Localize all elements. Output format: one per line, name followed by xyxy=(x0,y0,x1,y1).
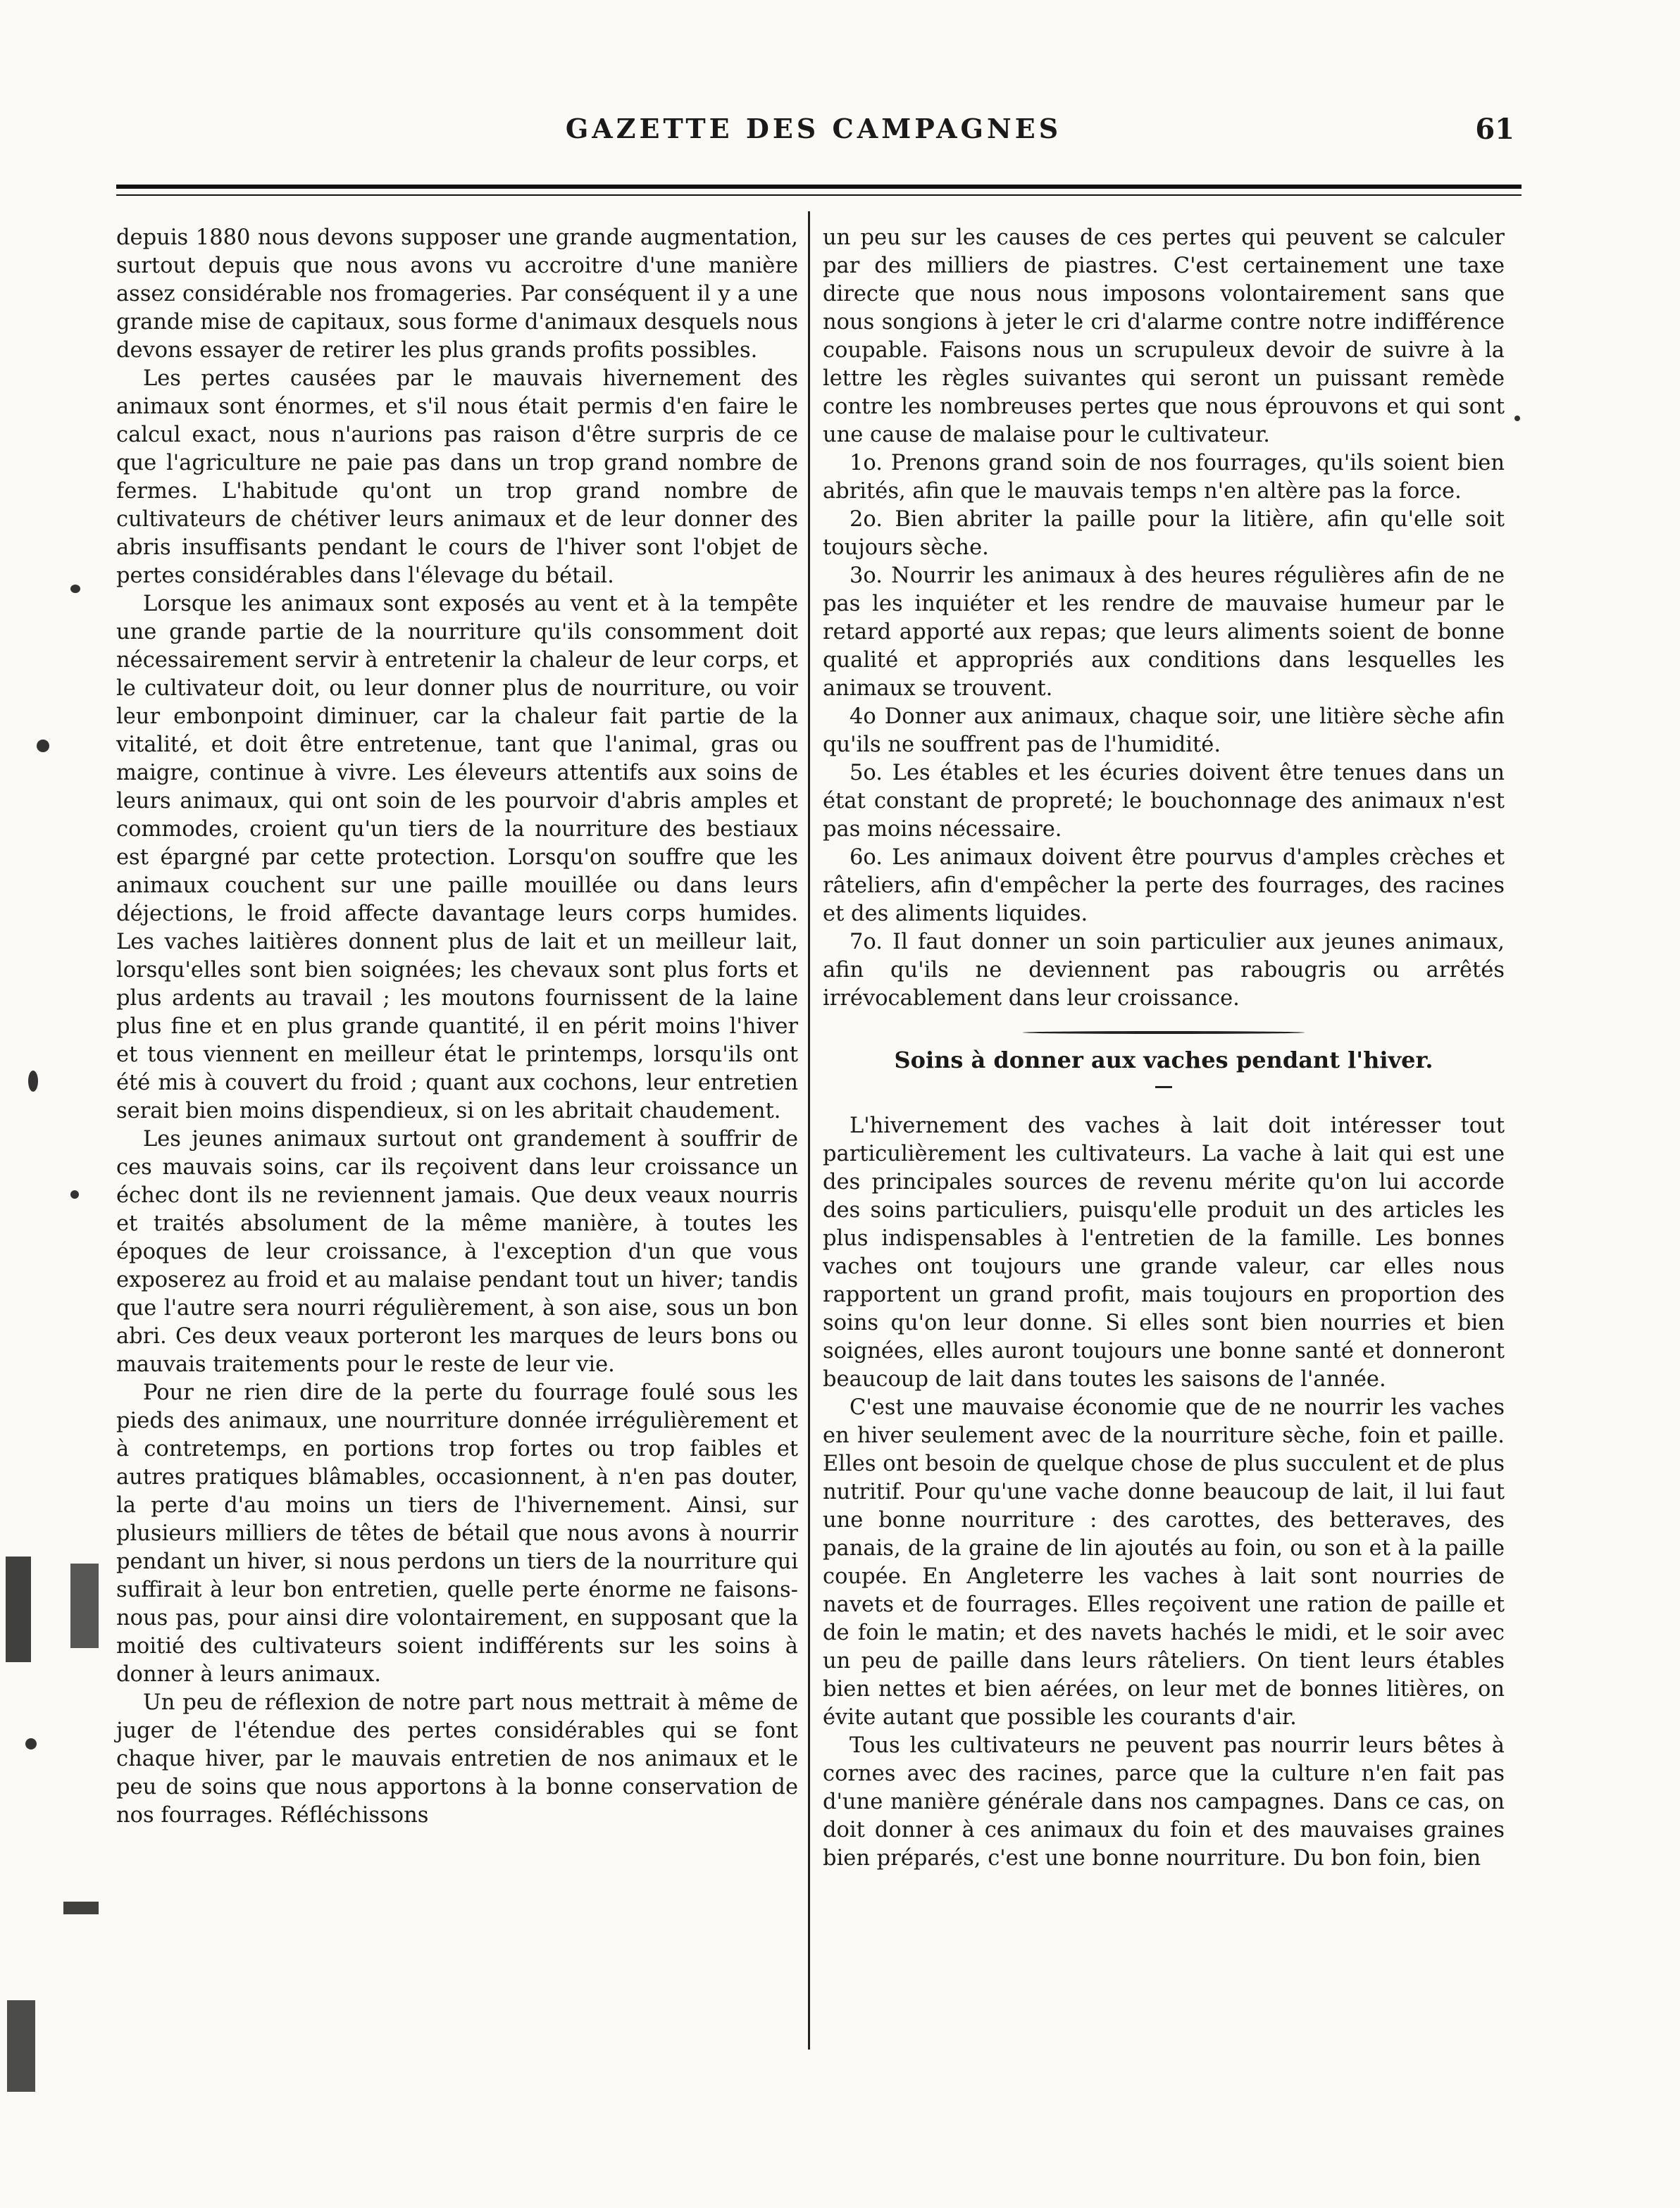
article-paragraph: Lorsque les animaux sont exposés au vent et à la tempête une grande partie de la nourriture qu'ils consomment doit nécessairement servir à entretenir la chaleur de leur corps, et le cultivateur doit, ou leur donner plus de nourriture, ou voir leur embonpoint diminuer, car la chaleur fait partie de la vitalité, et doit être entretenue, tant que l'animal, gras ou maigre, continue à vivre. Les éleveurs attentifs aux soins de leurs animaux, qui ont soin de les pourvoir d'abris amples et commodes, croient qu'un tiers de la nourriture des bestiaux est épargné par cette protection. Lorsqu'on souffre que les animaux couchent sur une paille mouillée ou dans leurs déjections, le froid affecte davantage leurs corps humides. Les vaches laitières donnent plus de lait et un meilleur lait, lorsqu'elles sont bien soignées; les chevaux sont plus forts et plus ardents au travail ; les moutons fournissent de la laine plus fine et en plus grande quantité, il en périt moins l'hiver et tous viennent en meilleur état le printemps, lorsqu'ils ont été mis à couvert du froid ; quant aux cochons, leur entretien serait bien moins dispendieux, si on les abritait chaudement. xyxy=(116,592,798,1123)
left-column xyxy=(116,224,798,1830)
scan-artifact xyxy=(70,1564,99,1648)
article-paragraph: L'hivernement des vaches à lait doit intéresser tout particulièrement les cultivateurs. La vache à lait qui est une des principales sources de revenu mérite qu'on lui accorde des soins particuliers, puisqu'elle produit un des articles les plus indispensables à l'entretien de la famille. Les bonnes vaches ont toujours une grande valeur, car elles nous rapportent un grand profit, mais toujours en proportion des soins qu'on leur donne. Si elles sont bien nourries et bien soignées, elles auront toujours une bonne santé et donneront beaucoup de lait dans toutes les saisons de l'année. xyxy=(823,1114,1505,1392)
rule-item: 2o. Bien abriter la paille pour la litière, afin qu'elle soit toujours sèche. xyxy=(823,507,1505,560)
scan-speck xyxy=(70,585,80,593)
section-separator xyxy=(1023,1031,1305,1034)
article-paragraph: Tous les cultivateurs ne peuvent pas nourrir leurs bêtes à cornes avec des racines, parce que la culture n'en fait pas d'une manière générale dans nos campagnes. Dans ce cas, on doit donner à ces animaux du foin et des mauvaises graines bien préparés, c'est une bonne nourriture. Du bon foin, bien xyxy=(823,1733,1505,1871)
article-paragraph: Un peu de réflexion de notre part nous mettrait à même de juger de l'étendue des pertes considérables qui se font chaque hiver, par le mauvais entretien de nos animaux et le peu de soins que nous apportons à la bonne conservation de nos fourrages. Réfléchissons xyxy=(116,1690,798,1828)
heading-dash xyxy=(1155,1086,1172,1088)
scan-speck xyxy=(70,1190,79,1199)
rule-item: 5o. Les étables et les écuries doivent être tenues dans un état constant de propreté; le bouchonnage des animaux n'est pas moins nécessaire. xyxy=(823,761,1505,842)
right-column xyxy=(823,224,1505,1873)
article-paragraph: C'est une mauvaise économie que de ne nourrir les vaches en hiver seulement avec de la nourriture sèche, foin et paille. Elles ont besoin de quelque chose de plus succulent et de plus nutritif. Pour qu'une vache donne beaucoup de lait, il lui faut une bonne nourriture : des carottes, des betteraves, des panais, de la graine de lin ajoutés au foin, ou son et à la paille coupée. En Angleterre les vaches à lait sont nourries de navets et de fourrages. Elles reçoivent une ration de paille et de foin le matin; et des navets hachés le midi, et le soir avec un peu de paille dans leurs râteliers. On tient leurs étables bien nettes et bien aérées, on leur met de bonnes litières, on évite autant que possible les courants d'air. xyxy=(823,1395,1505,1730)
rule-item: 7o. Il faut donner un soin particulier aux jeunes animaux, afin qu'ils ne deviennent pas rabougris ou arrêtés irrévocablement dans leur croissance. xyxy=(823,930,1505,1011)
scan-speck xyxy=(37,740,49,752)
header-rule-thin xyxy=(116,194,1522,196)
column-divider xyxy=(808,211,810,2050)
rule-item: 3o. Nourrir les animaux à des heures régulières afin de ne pas les inquiéter et les rendre de mauvaise humeur par le retard apporté aux repas; que leurs aliments soient de bonne qualité et appropriés aux conditions dans lesquelles les animaux se trouvent. xyxy=(823,563,1505,701)
scan-artifact xyxy=(7,2000,35,2092)
header-rule-thick xyxy=(116,185,1522,189)
rule-item: 4o Donner aux animaux, chaque soir, une litière sèche afin qu'ils ne souffrent pas de l'humidité. xyxy=(823,704,1505,757)
scan-artifact xyxy=(63,1902,99,1914)
scan-speck xyxy=(28,1071,38,1092)
page-number: 61 xyxy=(1475,113,1514,146)
section-heading-text: Soins à donner aux vaches pendant l'hiver. xyxy=(894,1047,1433,1073)
article-paragraph: Les pertes causées par le mauvais hivernement des animaux sont énormes, et s'il nous était permis d'en faire le calcul exact, nous n'aurions pas raison d'être surpris de ce que l'agriculture ne paie pas dans un trop grand nombre de fermes. L'habitude qu'ont un trop grand nombre de cultivateurs de chétiver leurs animaux et de leur donner des abris insuffisants pendant le cours de l'hiver sont l'objet de pertes considérables dans l'élevage du bétail. xyxy=(116,366,798,588)
rule-item: 6o. Les animaux doivent être pourvus d'amples crèches et râteliers, afin d'empêcher la perte des fourrages, des racines et des aliments liquides. xyxy=(823,845,1505,926)
scan-speck xyxy=(25,1738,37,1749)
article-paragraph: depuis 1880 nous devons supposer une grande augmentation, surtout depuis que nous avons vu accroitre d'une manière assez considérable nos fromageries. Par conséquent il y a une grande mise de capitaux, sous forme d'animaux desquels nous devons essayer de retirer les plus grands profits possibles. xyxy=(116,225,798,363)
article-paragraph: Pour ne rien dire de la perte du fourrage foulé sous les pieds des animaux, une nourriture donnée irrégulièrement et à contretemps, en portions trop fortes ou trop faibles et autres pratiques blâmables, occasionnent, à n'en pas douter, la perte d'au moins un tiers de l'hivernement. Ainsi, sur plusieurs milliers de têtes de bétail que nous avons à nourrir pendant un hiver, si nous perdons un tiers de la nourriture qui suffirait à leur bon entretien, quelle perte énorme ne faisons-nous pas, pour ainsi dire volontairement, en supposant que la moitié des cultivateurs soient indifférents sur les soins à donner à leurs animaux. xyxy=(116,1380,798,1687)
section-heading xyxy=(823,1047,1505,1088)
rule-item: 1o. Prenons grand soin de nos fourrages, qu'ils soient bien abrités, afin que le mauvais temps n'en altère pas la force. xyxy=(823,451,1505,504)
scan-artifact xyxy=(6,1557,31,1662)
page-header xyxy=(113,113,1514,155)
article-paragraph: Les jeunes animaux surtout ont grandement à souffrir de ces mauvais soins, car ils reçoivent dans leur croissance un échec dont ils ne reviennent jamais. Que deux veaux nourris et traités absolument de la même manière, à toutes les époques de leur croissance, à l'exception d'un que vous exposerez au froid et au malaise pendant tout un hiver; tandis que l'autre sera nourri régulièrement, à son aise, sous un bon abri. Ces deux veaux porteront les marques de leurs bons ou mauvais traitements pour le reste de leur vie. xyxy=(116,1127,798,1377)
publication-title: GAZETTE DES CAMPAGNES xyxy=(565,113,1062,144)
article-paragraph: un peu sur les causes de ces pertes qui peuvent se calculer par des milliers de piastres. C'est certainement une taxe directe que nous nous imposons volontairement sans que nous songions à jeter le cri d'alarme contre notre indifférence coupable. Faisons nous un scrupuleux devoir de suivre à la lettre les règles suivantes qui seront un puissant remède contre les nombreuses pertes que nous éprouvons et qui sont une cause de malaise pour le cultivateur. xyxy=(823,225,1505,447)
scan-speck xyxy=(1514,416,1520,421)
